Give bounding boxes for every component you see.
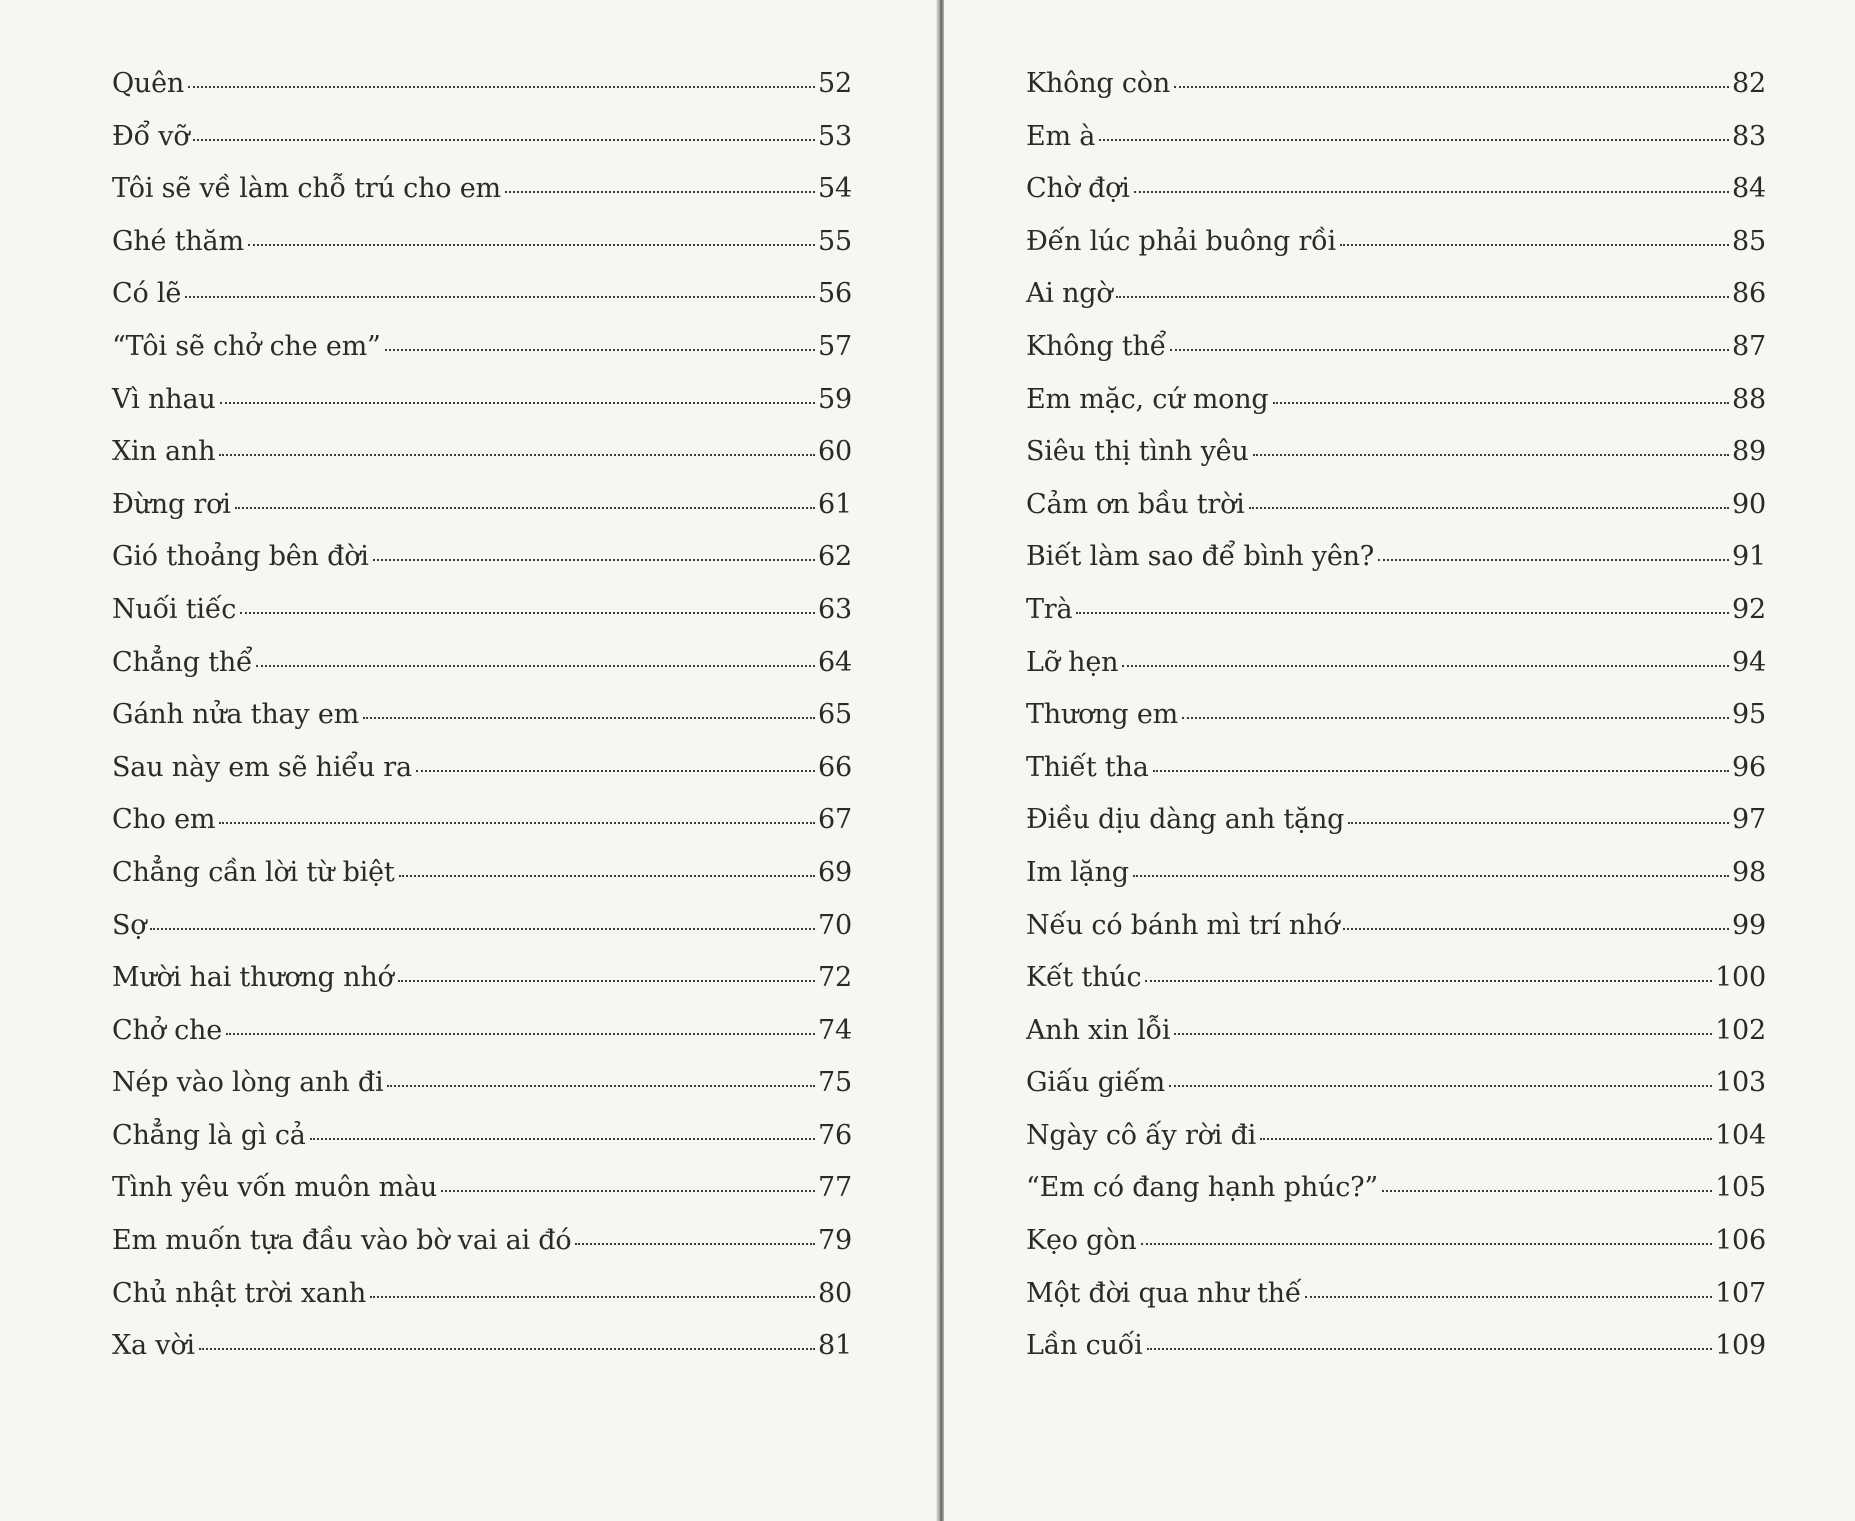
dot-leader bbox=[1348, 822, 1729, 824]
toc-entry[interactable] bbox=[1026, 1057, 1766, 1110]
toc-entry[interactable] bbox=[112, 58, 852, 111]
dot-leader bbox=[188, 86, 815, 88]
dot-leader bbox=[1169, 1085, 1712, 1087]
toc-entry[interactable] bbox=[1026, 216, 1766, 269]
toc-entry-page-number: 96 bbox=[1732, 751, 1766, 783]
toc-entry-page-number: 109 bbox=[1715, 1330, 1766, 1362]
toc-entry-title: Không còn bbox=[1026, 68, 1171, 99]
dot-leader bbox=[1253, 454, 1729, 456]
toc-entry-title: “Em có đang hạnh phúc?” bbox=[1026, 1172, 1379, 1204]
dot-leader bbox=[248, 244, 815, 246]
toc-entry[interactable] bbox=[1026, 479, 1766, 532]
toc-entry-title: Thương em bbox=[1026, 699, 1179, 731]
dot-leader bbox=[1116, 296, 1729, 298]
toc-entry[interactable] bbox=[1026, 531, 1766, 584]
toc-entry-page-number: 86 bbox=[1732, 278, 1766, 310]
toc-entry[interactable] bbox=[1026, 689, 1766, 742]
toc-entry[interactable] bbox=[112, 637, 852, 690]
toc-entry[interactable] bbox=[112, 847, 852, 900]
dot-leader bbox=[385, 349, 815, 351]
toc-entry-page-number: 82 bbox=[1732, 68, 1766, 99]
toc-entry-title: Không thể bbox=[1026, 330, 1167, 362]
dot-leader bbox=[226, 1033, 815, 1035]
toc-entry[interactable] bbox=[112, 584, 852, 637]
toc-entry-title: Tôi sẽ về làm chỗ trú cho em bbox=[112, 173, 501, 205]
toc-entry-title: Cảm ơn bầu trời bbox=[1026, 488, 1245, 520]
toc-entry-title: Điều dịu dàng anh tặng bbox=[1026, 804, 1345, 836]
toc-entry[interactable] bbox=[1026, 742, 1766, 795]
toc-entry[interactable] bbox=[112, 268, 852, 321]
toc-entry-title: Kết thúc bbox=[1026, 962, 1142, 994]
toc-entry-page-number: 104 bbox=[1715, 1119, 1766, 1151]
toc-entry[interactable] bbox=[1026, 111, 1766, 164]
toc-entry-title: Một đời qua như thế bbox=[1026, 1277, 1302, 1309]
toc-entry[interactable] bbox=[1026, 426, 1766, 479]
dot-leader bbox=[256, 665, 815, 667]
toc-entry-page-number: 79 bbox=[818, 1225, 852, 1257]
dot-leader bbox=[398, 980, 815, 982]
left-toc-list bbox=[112, 58, 852, 1373]
toc-entry-page-number: 53 bbox=[818, 120, 852, 152]
toc-entry-page-number: 95 bbox=[1732, 699, 1766, 731]
toc-entry-page-number: 70 bbox=[818, 909, 852, 941]
toc-entry-page-number: 80 bbox=[818, 1277, 852, 1309]
toc-entry[interactable] bbox=[112, 742, 852, 795]
dot-leader bbox=[1273, 402, 1730, 404]
toc-entry[interactable] bbox=[112, 216, 852, 269]
dot-leader bbox=[1174, 1033, 1712, 1035]
toc-entry-title: Vì nhau bbox=[112, 383, 216, 415]
toc-entry-page-number: 88 bbox=[1732, 383, 1766, 415]
toc-entry-title: Thiết tha bbox=[1026, 751, 1149, 783]
dot-leader bbox=[199, 1348, 815, 1350]
toc-entry-page-number: 67 bbox=[818, 804, 852, 836]
toc-entry-page-number: 92 bbox=[1732, 593, 1766, 625]
toc-entry-title: Chẳng là gì cả bbox=[112, 1119, 306, 1151]
dot-leader bbox=[220, 402, 815, 404]
right-page bbox=[944, 0, 1855, 1521]
toc-entry-page-number: 64 bbox=[818, 646, 852, 678]
toc-entry-page-number: 103 bbox=[1715, 1067, 1766, 1099]
toc-entry[interactable] bbox=[112, 689, 852, 742]
toc-entry-title: Chờ đợi bbox=[1026, 173, 1130, 205]
toc-entry-title: Xa vời bbox=[112, 1330, 195, 1362]
toc-entry-page-number: 106 bbox=[1715, 1225, 1766, 1257]
toc-entry[interactable] bbox=[1026, 321, 1766, 374]
dot-leader bbox=[373, 559, 815, 561]
toc-entry-page-number: 81 bbox=[818, 1330, 852, 1362]
toc-entry-page-number: 52 bbox=[818, 68, 852, 99]
toc-entry-title: Cho em bbox=[112, 804, 216, 836]
toc-entry[interactable] bbox=[112, 1005, 852, 1058]
dot-leader bbox=[1249, 507, 1729, 509]
toc-entry-title: Đến lúc phải buông rồi bbox=[1026, 225, 1336, 257]
toc-entry-title: Sau này em sẽ hiểu ra bbox=[112, 751, 412, 783]
dot-leader bbox=[399, 875, 816, 877]
toc-entry-page-number: 102 bbox=[1715, 1014, 1766, 1046]
toc-entry-page-number: 98 bbox=[1732, 856, 1766, 888]
toc-entry-page-number: 74 bbox=[818, 1014, 852, 1046]
dot-leader bbox=[387, 1085, 815, 1087]
toc-entry-page-number: 91 bbox=[1732, 541, 1766, 573]
toc-entry-page-number: 66 bbox=[818, 751, 852, 783]
dot-leader bbox=[193, 139, 815, 141]
toc-entry-page-number: 90 bbox=[1732, 488, 1766, 520]
toc-entry-title: Nép vào lòng anh đi bbox=[112, 1067, 384, 1099]
dot-leader bbox=[416, 770, 815, 772]
toc-entry-page-number: 83 bbox=[1732, 120, 1766, 152]
dot-leader bbox=[1134, 191, 1729, 193]
dot-leader bbox=[1122, 665, 1729, 667]
dot-leader bbox=[370, 1296, 815, 1298]
toc-entry-title: Lần cuối bbox=[1026, 1330, 1143, 1362]
toc-entry-page-number: 97 bbox=[1732, 804, 1766, 836]
dot-leader bbox=[1174, 86, 1729, 88]
toc-entry-page-number: 69 bbox=[818, 856, 852, 888]
dot-leader bbox=[1145, 980, 1712, 982]
toc-entry-page-number: 77 bbox=[818, 1172, 852, 1204]
toc-entry-page-number: 87 bbox=[1732, 330, 1766, 362]
toc-entry-title: Gió thoảng bên đời bbox=[112, 541, 369, 573]
toc-entry-page-number: 59 bbox=[818, 383, 852, 415]
toc-entry-page-number: 65 bbox=[818, 699, 852, 731]
toc-entry-page-number: 100 bbox=[1715, 962, 1766, 994]
dot-leader bbox=[441, 1190, 815, 1192]
toc-entry[interactable] bbox=[1026, 900, 1766, 953]
dot-leader bbox=[363, 717, 815, 719]
dot-leader bbox=[1260, 1138, 1712, 1140]
toc-entry-title: Ai ngờ bbox=[1026, 278, 1113, 310]
toc-entry-page-number: 99 bbox=[1732, 909, 1766, 941]
toc-entry-page-number: 107 bbox=[1715, 1277, 1766, 1309]
dot-leader bbox=[1182, 717, 1729, 719]
toc-entry-title: Sợ bbox=[112, 909, 147, 941]
toc-entry-page-number: 63 bbox=[818, 593, 852, 625]
dot-leader bbox=[219, 454, 815, 456]
toc-entry[interactable] bbox=[112, 1320, 852, 1373]
dot-leader bbox=[1378, 559, 1729, 561]
toc-entry[interactable] bbox=[1026, 374, 1766, 427]
toc-entry[interactable] bbox=[112, 426, 852, 479]
toc-entry-title: Ghé thăm bbox=[112, 225, 244, 257]
toc-entry[interactable] bbox=[1026, 637, 1766, 690]
toc-entry-title: Xin anh bbox=[112, 436, 216, 468]
toc-entry-title: Im lặng bbox=[1026, 856, 1129, 888]
toc-entry-title: Em mặc, cứ mong bbox=[1026, 383, 1269, 415]
toc-entry[interactable] bbox=[1026, 847, 1766, 900]
toc-entry-title: Nếu có bánh mì trí nhớ bbox=[1026, 909, 1340, 941]
dot-leader bbox=[310, 1138, 815, 1140]
toc-entry-page-number: 76 bbox=[818, 1119, 852, 1151]
toc-entry-title: Em à bbox=[1026, 120, 1096, 152]
toc-entry[interactable] bbox=[1026, 794, 1766, 847]
dot-leader bbox=[1305, 1296, 1712, 1298]
dot-leader bbox=[1141, 1243, 1713, 1245]
toc-entry-title: Ngày cô ấy rời đi bbox=[1026, 1119, 1257, 1151]
dot-leader bbox=[219, 822, 815, 824]
toc-entry[interactable] bbox=[112, 479, 852, 532]
toc-entry-title: Lỡ hẹn bbox=[1026, 646, 1119, 678]
toc-entry-title: Biết làm sao để bình yên? bbox=[1026, 541, 1375, 573]
dot-leader bbox=[1076, 612, 1729, 614]
toc-entry-page-number: 54 bbox=[818, 173, 852, 205]
dot-leader bbox=[1170, 349, 1729, 351]
toc-entry[interactable] bbox=[1026, 1320, 1766, 1373]
toc-entry-title: Giấu giếm bbox=[1026, 1067, 1166, 1099]
dot-leader bbox=[575, 1243, 815, 1245]
toc-entry-title: Trà bbox=[1026, 593, 1073, 625]
dot-leader bbox=[505, 191, 815, 193]
toc-entry[interactable] bbox=[1026, 1268, 1766, 1321]
toc-entry-page-number: 75 bbox=[818, 1067, 852, 1099]
toc-entry-title: “Tôi sẽ chở che em” bbox=[112, 330, 381, 362]
toc-entry-page-number: 105 bbox=[1715, 1172, 1766, 1204]
dot-leader bbox=[1133, 875, 1729, 877]
toc-entry-title: Đừng rơi bbox=[112, 488, 231, 520]
toc-entry[interactable] bbox=[112, 374, 852, 427]
toc-entry[interactable] bbox=[1026, 268, 1766, 321]
toc-entry[interactable] bbox=[112, 1162, 852, 1215]
toc-entry[interactable] bbox=[112, 1057, 852, 1110]
toc-entry[interactable] bbox=[1026, 1162, 1766, 1215]
toc-entry-title: Chẳng cần lời từ biệt bbox=[112, 856, 395, 888]
dot-leader bbox=[1153, 770, 1729, 772]
toc-entry-page-number: 55 bbox=[818, 225, 852, 257]
dot-leader bbox=[185, 296, 815, 298]
toc-entry-title: Đổ vỡ bbox=[112, 120, 190, 152]
toc-entry[interactable] bbox=[1026, 952, 1766, 1005]
toc-entry-title: Chủ nhật trời xanh bbox=[112, 1277, 367, 1309]
toc-entry-page-number: 57 bbox=[818, 330, 852, 362]
toc-entry[interactable] bbox=[112, 900, 852, 953]
toc-entry-page-number: 89 bbox=[1732, 436, 1766, 468]
toc-entry-page-number: 62 bbox=[818, 541, 852, 573]
toc-entry-title: Em muốn tựa đầu vào bờ vai ai đó bbox=[112, 1225, 572, 1257]
toc-entry[interactable] bbox=[112, 952, 852, 1005]
dot-leader bbox=[240, 612, 815, 614]
toc-entry-title: Gánh nửa thay em bbox=[112, 699, 360, 731]
toc-entry[interactable] bbox=[1026, 584, 1766, 637]
toc-entry-page-number: 60 bbox=[818, 436, 852, 468]
dot-leader bbox=[1343, 928, 1729, 930]
toc-entry-title: Anh xin lỗi bbox=[1026, 1014, 1171, 1046]
dot-leader bbox=[1099, 139, 1729, 141]
toc-entry-title: Mười hai thương nhớ bbox=[112, 962, 394, 994]
toc-entry[interactable] bbox=[112, 1215, 852, 1268]
toc-entry-page-number: 94 bbox=[1732, 646, 1766, 678]
toc-entry[interactable] bbox=[1026, 1215, 1766, 1268]
toc-entry[interactable] bbox=[112, 1110, 852, 1163]
toc-entry[interactable] bbox=[112, 321, 852, 374]
toc-entry-page-number: 85 bbox=[1732, 225, 1766, 257]
dot-leader bbox=[235, 507, 815, 509]
dot-leader bbox=[1382, 1190, 1712, 1192]
toc-entry-title: Siêu thị tình yêu bbox=[1026, 436, 1249, 468]
toc-entry[interactable] bbox=[112, 531, 852, 584]
toc-entry-page-number: 72 bbox=[818, 962, 852, 994]
toc-entry[interactable] bbox=[1026, 163, 1766, 216]
dot-leader bbox=[1147, 1348, 1713, 1350]
toc-entry-page-number: 84 bbox=[1732, 173, 1766, 205]
toc-entry[interactable] bbox=[1026, 1110, 1766, 1163]
toc-entry[interactable] bbox=[112, 163, 852, 216]
toc-entry-title: Có lẽ bbox=[112, 278, 182, 310]
toc-entry-title: Nuối tiếc bbox=[112, 593, 237, 625]
toc-entry-title: Chẳng thể bbox=[112, 646, 253, 678]
toc-entry[interactable] bbox=[112, 111, 852, 164]
toc-entry-page-number: 61 bbox=[818, 488, 852, 520]
dot-leader bbox=[1340, 244, 1729, 246]
toc-entry-title: Tình yêu vốn muôn màu bbox=[112, 1172, 438, 1204]
toc-entry-page-number: 56 bbox=[818, 278, 852, 310]
toc-entry[interactable] bbox=[1026, 58, 1766, 111]
toc-entry-title: Chở che bbox=[112, 1014, 222, 1046]
dot-leader bbox=[150, 928, 815, 930]
right-toc-list bbox=[1026, 58, 1766, 1373]
toc-entry-title: Quên bbox=[112, 68, 185, 99]
toc-entry[interactable] bbox=[112, 794, 852, 847]
toc-entry-title: Kẹo gòn bbox=[1026, 1225, 1137, 1257]
toc-entry[interactable] bbox=[1026, 1005, 1766, 1058]
toc-entry[interactable] bbox=[112, 1268, 852, 1321]
